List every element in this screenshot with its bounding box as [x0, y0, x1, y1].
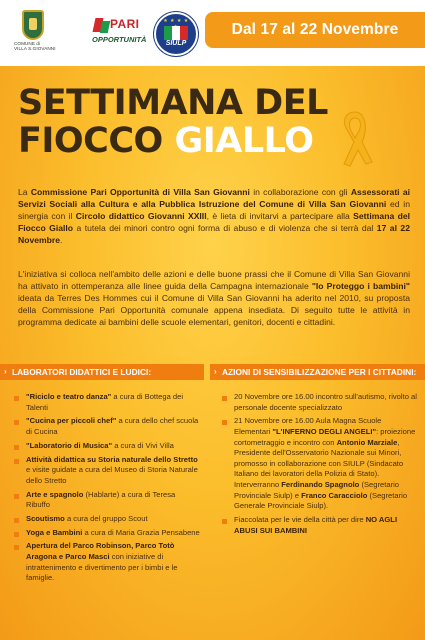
- intro-paragraph: La Commissione Pari Opportunità di Villa San Giovanni in collaborazione con gli Assessorati ai Servizi Sociali alla Cultura e alla Pubblica Istruzione del Comune di Villa San Giovanni ed in sinergia con il Circolo didattico Giovanni XXIII, è lieta di invitarvi a partecipare alla Settimana del Fiocco Giallo a tutela dei minori contro ogni forma di abuso e di violenza che si terrà dal 17 al 22 Novembre.: [18, 187, 411, 245]
- siulp-flag-icon: [164, 26, 188, 40]
- title-giallo: GIALLO: [174, 121, 314, 161]
- siulp-stars-icon: ★ ★ ★ ★: [163, 18, 189, 24]
- header-logo-bar: [0, 0, 425, 66]
- azioni-list: [222, 392, 418, 539]
- laboratori-list: [14, 392, 200, 587]
- list-item: Attività didattica su Storia naturale dello Stretto e visite guidate a cura del Museo di Storia Naturale dello Stretto: [14, 455, 200, 487]
- section-header-laboratori: [0, 364, 204, 380]
- square-bullet-icon: [14, 545, 19, 550]
- square-bullet-icon: [14, 420, 19, 425]
- siulp-logo-icon: [154, 12, 198, 56]
- chevron-right-icon: ›: [4, 367, 7, 376]
- date-banner: Dal 17 al 22 Novembre: [205, 12, 425, 48]
- title-line-2: [18, 122, 348, 160]
- comune-name: [14, 41, 78, 52]
- square-bullet-icon: [14, 396, 19, 401]
- square-bullet-icon: [14, 532, 19, 537]
- square-bullet-icon: [14, 518, 19, 523]
- list-item: "Riciclo e teatro danza" a cura di Bottega dei Talenti: [14, 392, 200, 413]
- page-title: [18, 84, 348, 160]
- list-item: "Laboratorio di Musica" a cura di Vivi Villa: [14, 441, 200, 452]
- list-item: Yoga e Bambini a cura di Maria Grazia Pensabene: [14, 528, 200, 539]
- square-bullet-icon: [14, 494, 19, 499]
- comune-line-1: COMUNE di: [14, 41, 41, 46]
- list-item: Fiaccolata per le vie della città per dire NO AGLI ABUSI SUI BAMBINI: [222, 515, 418, 536]
- comune-logo: [14, 10, 78, 56]
- yellow-ribbon-icon: [334, 106, 376, 168]
- title-line-1: SETTIMANA DEL: [18, 83, 328, 123]
- list-item: Apertura del Parco Robinson, Parco Totò Aragona e Parco Masci con iniziative di intrattenimento e divertimento per i bimbi e le famiglie.: [14, 541, 200, 583]
- list-item: "Cucina per piccoli chef" a cura dello chef scuola di Cucina: [14, 416, 200, 437]
- chevron-right-icon: ›: [214, 367, 217, 376]
- square-bullet-icon: [14, 445, 19, 450]
- pari-opportunita-logo-icon: [92, 16, 152, 50]
- pari-subtitle: OPPORTUNITÀ: [92, 35, 147, 44]
- comune-crest-icon: [22, 10, 44, 40]
- square-bullet-icon: [222, 396, 227, 401]
- siulp-label: SIULP: [165, 40, 187, 47]
- list-item: Scoutismo a cura del gruppo Scout: [14, 514, 200, 525]
- section-header-azioni: [210, 364, 425, 380]
- pari-mark: [92, 16, 112, 36]
- list-item: Arte e spagnolo (Hablarte) a cura di Teresa Ribuffo: [14, 490, 200, 511]
- pari-title: PARI: [110, 17, 140, 31]
- section-title-laboratori: LABORATORI DIDATTICI E LUDICI:: [12, 367, 152, 377]
- square-bullet-icon: [222, 519, 227, 524]
- list-item: 20 Novembre ore 16.00 incontro sull'autismo, rivolto al personale docente specializzato: [222, 392, 418, 413]
- section-title-azioni: AZIONI DI SENSIBILIZZAZIONE PER I CITTADINI:: [222, 367, 417, 377]
- list-item: 21 Novembre ore 16.00 Aula Magna Scuole Elementari "L'INFERNO DEGLI ANGELI": proiezione cortometraggio e incontro con Antonio Marziale, Presidente dell'Osservatorio Nazionale sui Minori, promosso in collaborazione con SIULP (Sindacato Italiano dei lavoratori della Polizia di Stato). Interverranno Ferdinando Spagnolo (Segretario Provinciale Siulp) e Franco Caracciolo (Segretario Generale Provinciale Siulp).: [222, 416, 418, 511]
- square-bullet-icon: [14, 459, 19, 464]
- square-bullet-icon: [222, 420, 227, 425]
- comune-line-2: VILLA S.GIOVANNI: [14, 46, 56, 52]
- title-fiocco: FIOCCO: [18, 121, 163, 161]
- context-paragraph: L'iniziativa si colloca nell'ambito delle azioni e delle buone prassi che il Comune di Villa San Giovanni ha attivato in ottemperanza alle linee guida della Campagna internazionale "Io Proteggo i bambini" ideata da Terres Des Hommes cui il Comune di Villa San Giovanni ha aderito nel 2010, su proposta della Commissione Pari Opportunità comunale appena insediata. Di seguito tutte le attività in programma dedicate ai bambini delle scuole elementari, genitori, docenti e cittadini.: [18, 269, 410, 327]
